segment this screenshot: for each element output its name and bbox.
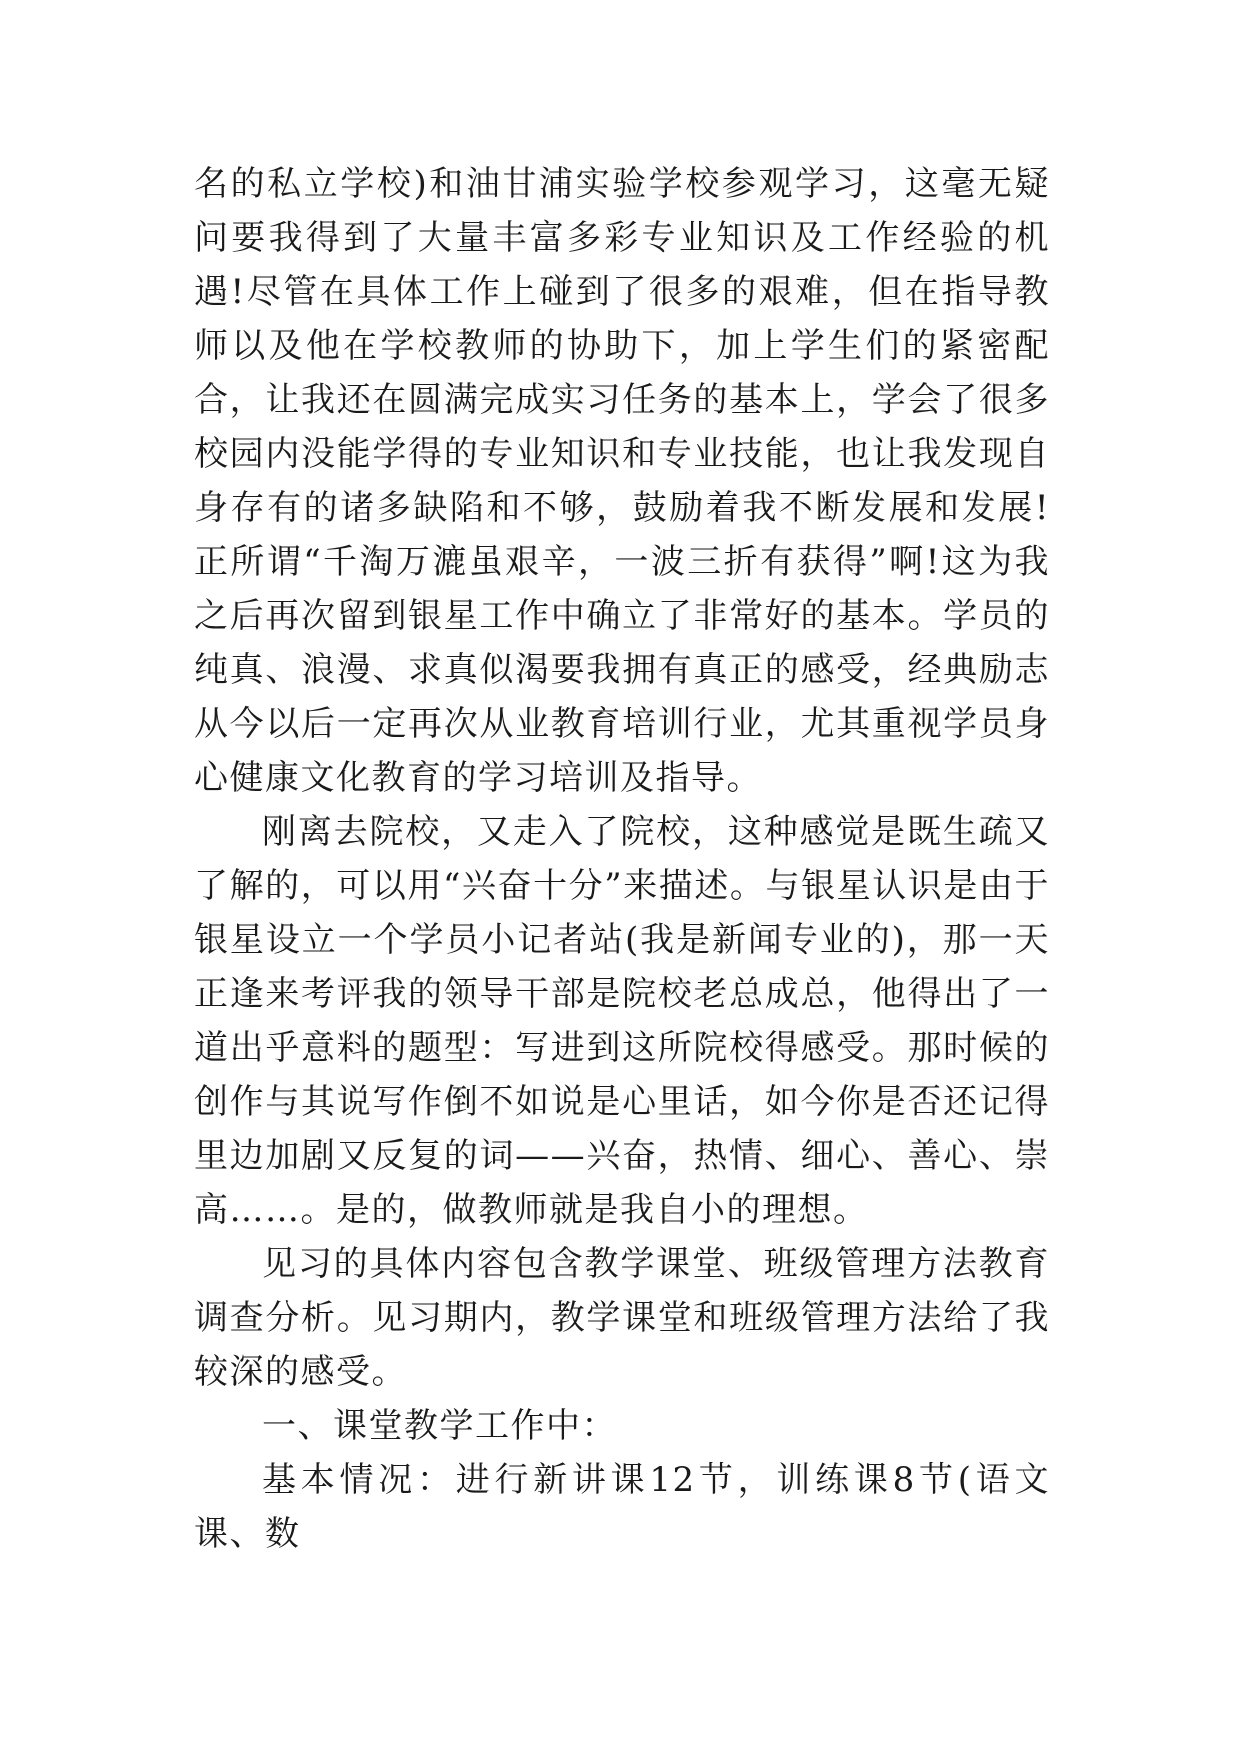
paragraph-5: 基本情况：进行新讲课12节，训练课8节(语文课、数 (194, 1460, 1050, 1554)
paragraph-1: 名的私立学校)和油甘浦实验学校参观学习，这毫无疑问要我得到了大量丰富多彩专业知识及工作经验的机遇!尽管在具体工作上碰到了很多的艰难，但在指导教师以及他在学校教师的协助下，加上学生们的紧密配合，让我还在圆满完成实习任务的基本上，学会了很多校园内没能学得的专业知识和专业技能，也让我发现自身存有的诸多缺陷和不够，鼓励着我不断发展和发展!正所谓“千淘万漉虽艰辛，一波三折有获得”啊!这为我之后再次留到银星工作中确立了非常好的基本。学员的纯真、浪漫、求真似渴要我拥有真正的感受，经典励志从今以后一定再次从业教育培训行业，尤其重视学员身心健康文化教育的学习培训及指导。 (194, 164, 1050, 798)
paragraph-4: 一、课堂教学工作中： (262, 1406, 617, 1446)
document-body (194, 157, 1050, 1561)
paragraph-3: 见习的具体内容包含教学课堂、班级管理方法教育调查分析。见习期内，教学课堂和班级管理方法给了我较深的感受。 (194, 1244, 1050, 1392)
paragraph-2: 刚离去院校，又走入了院校，这种感觉是既生疏又了解的，可以用“兴奋十分”来描述。与银星认识是由于银星设立一个学员小记者站(我是新闻专业的)，那一天正逢来考评我的领导干部是院校老总成总，他得出了一道出乎意料的题型：写进到这所院校得感受。那时候的创作与其说写作倒不如说是心里话，如今你是否还记得里边加剧又反复的词——兴奋，热情、细心、善心、崇高……。是的，做教师就是我自小的理想。 (194, 812, 1050, 1230)
